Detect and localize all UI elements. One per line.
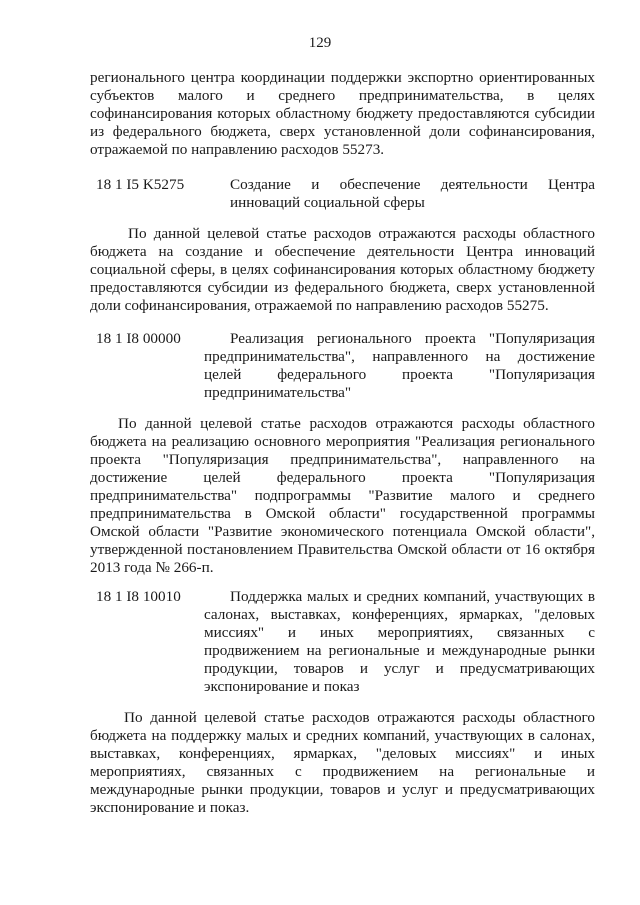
target-article-code: 18 1 I8 10010	[96, 588, 181, 605]
paragraph-line: предоставляются субсидии из федерального бюджета, сверх установленной	[90, 279, 595, 296]
entry-title-line: целей федерального проекта "Популяризация	[204, 366, 595, 383]
target-article-code: 18 1 I5 K5275	[96, 176, 185, 193]
target-article-code: 18 1 I8 00000	[96, 330, 181, 347]
paragraph-line: регионального центра координации поддержки экспортно ориентированных	[90, 69, 595, 86]
paragraph-line: софинансирования которых областному бюджету предоставляются субсидии	[90, 105, 595, 122]
paragraph-line: международные рынки продукции, товаров и услуг и предусматривающих	[90, 781, 595, 798]
paragraph-line: бюджета на реализацию основного мероприятия "Реализация регионального	[90, 433, 595, 450]
paragraph-line: предпринимательства в Омской области" государственной программы	[90, 505, 595, 522]
entry-title-line: продукции, товаров и услуг и предусматривающих	[204, 660, 595, 677]
paragraph-line: предпринимательства" подпрограммы "Развитие малого и среднего	[90, 487, 595, 504]
paragraph-line: отражаемой по направлению расходов 55273.	[90, 141, 385, 158]
entry-title-line: Реализация регионального проекта "Популяризация	[230, 330, 595, 347]
entry-title-line: продвижением на региональные и международные рынки	[204, 642, 595, 659]
paragraph-line: По данной целевой статье расходов отражаются расходы областного	[128, 225, 595, 242]
paragraph-line: По данной целевой статье расходов отражаются расходы областного	[118, 415, 595, 432]
entry-title-line: экспонирование и показ	[204, 678, 360, 695]
paragraph-line: проекта "Популяризация предпринимательства", направленного на	[90, 451, 595, 468]
paragraph-line: бюджета на создание и обеспечение деятельности Центра инноваций	[90, 243, 595, 260]
paragraph-line: доли софинансирования, отражаемой по направлению расходов 55275.	[90, 297, 549, 314]
paragraph-line: выставках, конференциях, ярмарках, "деловых миссиях" и иных	[90, 745, 595, 762]
entry-title-line: предпринимательства"	[204, 384, 352, 401]
paragraph-line: мероприятиях, связанных с продвижением на региональные и	[90, 763, 595, 780]
paragraph-line: из федерального бюджета, сверх установленной доли софинансирования,	[90, 123, 595, 140]
paragraph-line: социальной сферы, в целях софинансирования которых областному бюджету	[90, 261, 595, 278]
entry-title-line: миссиях" и иных мероприятиях, связанных с	[204, 624, 595, 641]
entry-title-line: инноваций социальной сферы	[230, 194, 425, 211]
entry-title-line: предпринимательства", направленного на достижение	[204, 348, 595, 365]
paragraph-line: бюджета на поддержку малых и средних компаний, участвующих в салонах,	[90, 727, 595, 744]
paragraph-line: Омской области "Развитие экономического потенциала Омской области",	[90, 523, 595, 540]
entry-title-line: Создание и обеспечение деятельности Центра	[230, 176, 595, 193]
page-number: 129	[308, 35, 332, 51]
paragraph-line: субъектов малого и среднего предпринимательства, в целях	[90, 87, 595, 104]
paragraph-line: экспонирование и показ.	[90, 799, 250, 816]
entry-title-line: салонах, выставках, конференциях, ярмарках, "деловых	[204, 606, 595, 623]
paragraph-line: утвержденной постановлением Правительства Омской области от 16 октября	[90, 541, 595, 558]
paragraph-line: 2013 года № 266-п.	[90, 559, 214, 576]
paragraph-line: достижение целей федерального проекта "Популяризация	[90, 469, 595, 486]
paragraph-line: По данной целевой статье расходов отражаются расходы областного	[124, 709, 595, 726]
entry-title-line: Поддержка малых и средних компаний, участвующих в	[230, 588, 595, 605]
